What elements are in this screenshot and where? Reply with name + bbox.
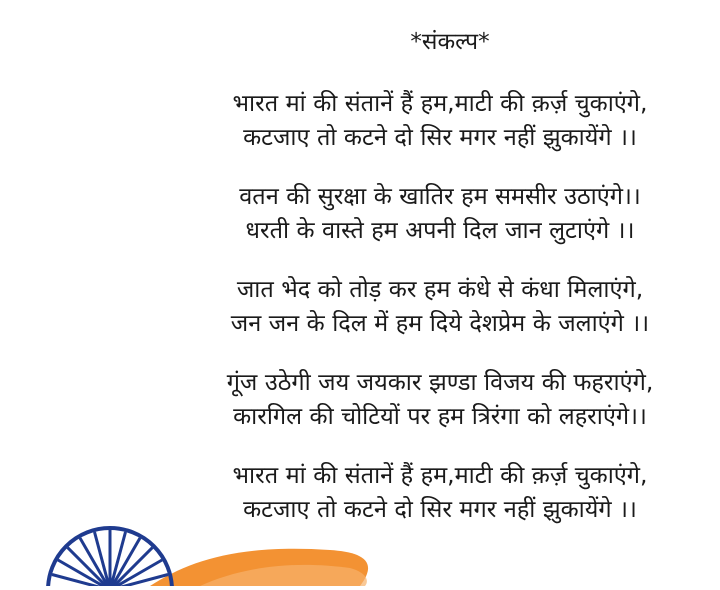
stanza xyxy=(0,458,720,526)
poem-line: धरती के वास्ते हम अपनी दिल जान लुटाएंगे ।। xyxy=(245,216,635,244)
stanza xyxy=(0,272,720,340)
poem-body xyxy=(0,86,720,551)
stanza xyxy=(0,179,720,247)
poem-line: वतन की सुरक्षा के खातिर हम समसीर उठाएंगे।। xyxy=(239,182,641,210)
saffron-swash-light xyxy=(200,565,367,586)
poem-line: भारत मां की संतानें हैं हम,माटी की क़र्ज़ चुकाएंगे, xyxy=(232,89,648,117)
saffron-swash xyxy=(150,549,368,586)
stanza xyxy=(0,365,720,433)
poem-line: जन जन के दिल में हम दिये देशप्रेम के जलाएंगे ।। xyxy=(230,309,650,337)
stanza xyxy=(0,86,720,154)
poem-title: *संकल्प* xyxy=(410,29,490,55)
poem-line: कटजाए तो कटने दो सिर मगर नहीं झुकायेंगे ।। xyxy=(243,495,637,523)
poem-line: कारगिल की चोटियों पर हम त्रिरंगा को लहराएंगे।। xyxy=(233,402,647,430)
poem-line: जात भेद को तोड़ कर हम कंधे से कंधा मिलाएंगे, xyxy=(236,275,644,303)
poem-line: गूंज उठेगी जय जयकार झण्डा विजय की फहराएंगे, xyxy=(226,368,654,396)
poem-line: कटजाए तो कटने दो सिर मगर नहीं झुकायेंगे ।। xyxy=(243,123,637,151)
poem-line: भारत मां की संतानें हैं हम,माटी की क़र्ज़ चुकाएंगे, xyxy=(232,461,648,489)
